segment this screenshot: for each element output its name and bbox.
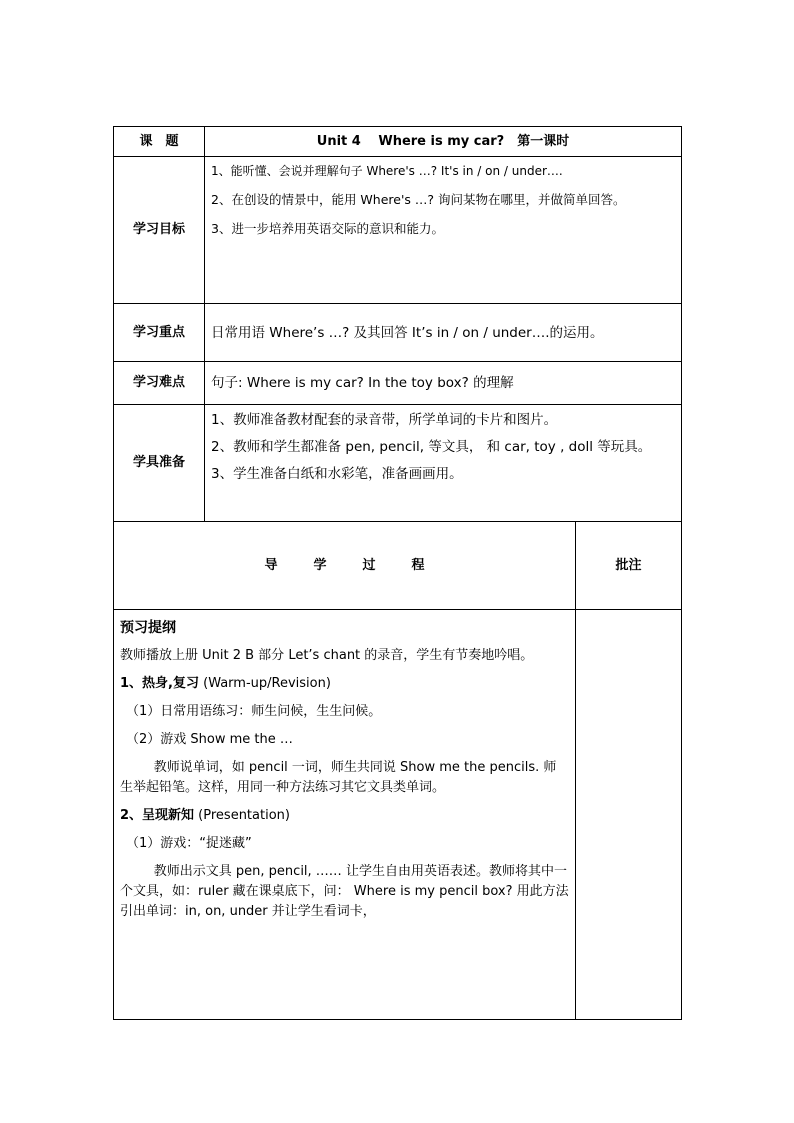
goal-item: 2、在创设的情景中，能用 Where's …? 询问某物在哪里，并做简单回答。	[211, 192, 626, 207]
lesson-title: Unit 4 Where is my car? 第一课时	[205, 127, 682, 157]
difficulty-label: 学习难点	[114, 362, 205, 405]
process-body-row	[114, 610, 682, 1020]
preview-title: 预习提纲	[120, 620, 176, 636]
process-heading: 导 学 过 程	[114, 522, 576, 610]
goal-item: 1、能听懂、会说并理解句子 Where's …? It's in / on / under….	[211, 164, 563, 178]
prep-label: 学具准备	[114, 405, 205, 522]
title-row	[114, 127, 682, 157]
section-2-item-1: （1）游戏：“捉迷藏”	[126, 836, 252, 851]
section-1-item-2: （2）游戏 Show me the …	[126, 732, 293, 747]
preview-text: 教师播放上册 Unit 2 B 部分 Let’s chant 的录音，学生有节奏地吟唱。	[120, 648, 534, 663]
key-points: 日常用语 Where’s …? 及其回答 It’s in / on / under….的运用。	[205, 304, 682, 362]
prep-item: 1、教师准备教材配套的录音带，所学单词的卡片和图片。	[211, 412, 558, 428]
section-2-item-1-text: 教师出示文具 pen, pencil, …… 让学生自由用英语表述。教师将其中一个文具，如：ruler 藏在课桌底下，问： Where is my pencil box? 用此方法引出单词：in, on, under 并让学生看词卡，	[120, 864, 569, 919]
prep-item: 3、学生准备白纸和水彩笔，准备画画用。	[211, 466, 463, 482]
lesson-plan-table	[113, 126, 682, 1020]
key-label: 学习重点	[114, 304, 205, 362]
goal-item: 3、进一步培养用英语交际的意识和能力。	[211, 221, 444, 236]
process-content	[114, 610, 576, 1020]
goals-cell	[205, 157, 682, 304]
goals-label: 学习目标	[114, 157, 205, 304]
section-2-heading: 2、呈现新知 (Presentation)	[120, 808, 290, 823]
section-1-heading: 1、热身,复习 (Warm-up/Revision)	[120, 676, 331, 691]
process-header-row	[114, 522, 682, 610]
difficulty-row	[114, 362, 682, 405]
section-1-item-1: （1）日常用语练习：师生问候，生生问候。	[126, 704, 382, 719]
prep-item: 2、教师和学生都准备 pen, pencil, 等文具， 和 car, toy , doll 等玩具。	[211, 439, 652, 455]
title-label: 课 题	[114, 127, 205, 157]
notes-cell	[576, 610, 682, 1020]
notes-heading: 批注	[576, 522, 682, 610]
prep-row	[114, 405, 682, 522]
section-1-item-2-text: 教师说单词，如 pencil 一词，师生共同说 Show me the pencils. 师生举起铅笔。这样，用同一种方法练习其它文具类单词。	[120, 760, 557, 795]
goals-row	[114, 157, 682, 304]
difficulty-points: 句子: Where is my car? In the toy box? 的理解	[205, 362, 682, 405]
key-row	[114, 304, 682, 362]
prep-cell	[205, 405, 682, 522]
